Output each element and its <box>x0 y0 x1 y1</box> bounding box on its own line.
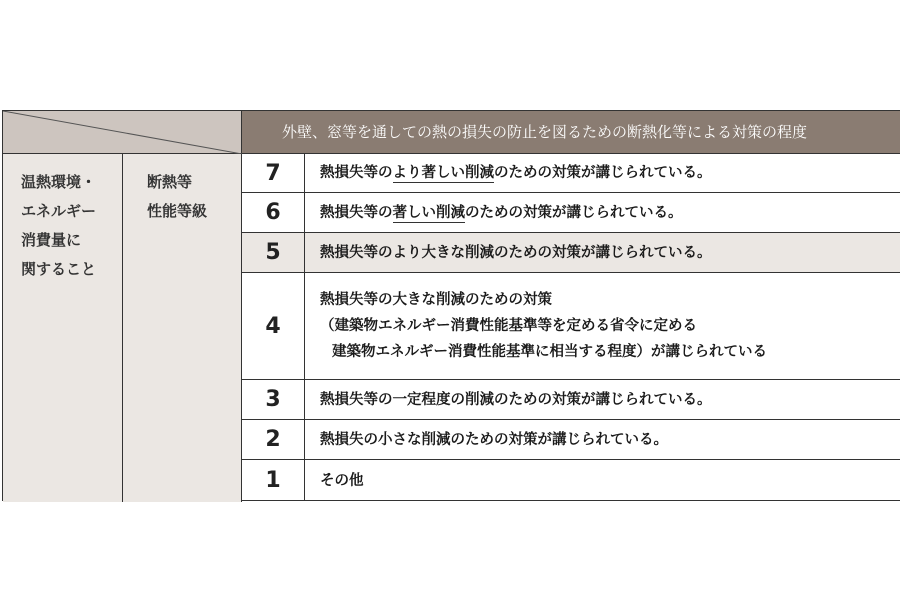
grade-number: 6 <box>242 193 305 232</box>
description-text: のための対策が講じられている。 <box>465 204 683 221</box>
description-line: 熱損失等の大きな削減のための対策 <box>320 292 552 308</box>
grade-number: 3 <box>242 380 305 419</box>
grade-number: 7 <box>242 154 305 192</box>
subcategory-cell <box>123 154 242 502</box>
table-row <box>242 460 900 501</box>
subcategory-line: 性能等級 <box>147 202 208 220</box>
description-line: 建築物エネルギー消費性能基準に相当する程度）が講じられている <box>332 344 767 360</box>
grade-description <box>320 154 712 192</box>
corner-cell <box>3 111 242 154</box>
subcategory-line: 断熱等 <box>147 173 193 191</box>
description-text: その他 <box>320 472 364 489</box>
table-row <box>242 273 900 380</box>
description-text: 熱損失等の <box>320 165 393 181</box>
diagonal-line <box>3 111 242 154</box>
grade-description <box>320 233 712 272</box>
grade-description <box>320 460 364 501</box>
description-text: 熱損失等の <box>320 204 393 221</box>
grade-number: 2 <box>242 420 305 459</box>
table-row <box>242 420 900 460</box>
description-text: のための対策が講じられている。 <box>494 165 712 181</box>
category-cell <box>3 154 123 502</box>
grade-description <box>320 420 668 459</box>
category-line: 消費量に <box>21 231 82 249</box>
grade-description <box>320 380 712 419</box>
category-line: エネルギー <box>21 202 97 220</box>
table-row <box>242 154 900 193</box>
description-text: 熱損失の小さな削減のための対策が講じられている。 <box>320 431 668 448</box>
description-text: 熱損失等のより大きな削減のための対策が講じられている。 <box>320 244 712 261</box>
grade-number: 4 <box>242 273 305 379</box>
category-line: 関すること <box>21 260 97 278</box>
table-header: 外壁、窓等を通しての熱の損失の防止を図るための断熱化等による対策の程度 <box>242 111 900 154</box>
underlined-text: 著しい削減 <box>392 204 465 221</box>
grade-description <box>320 193 683 232</box>
description-line: （建築物エネルギー消費性能基準等を定める省令に定める <box>320 318 697 334</box>
grade-number: 1 <box>242 460 305 501</box>
category-line: 温熱環境・ <box>21 173 97 191</box>
underlined-text: より著しい削減 <box>392 165 494 181</box>
grade-description <box>320 273 767 379</box>
grade-number: 5 <box>242 233 305 272</box>
table-row-highlighted <box>242 233 900 273</box>
description-text: 熱損失等の一定程度の削減のための対策が講じられている。 <box>320 391 712 408</box>
table-row <box>242 193 900 233</box>
table-row <box>242 380 900 420</box>
grade-table <box>2 110 900 501</box>
